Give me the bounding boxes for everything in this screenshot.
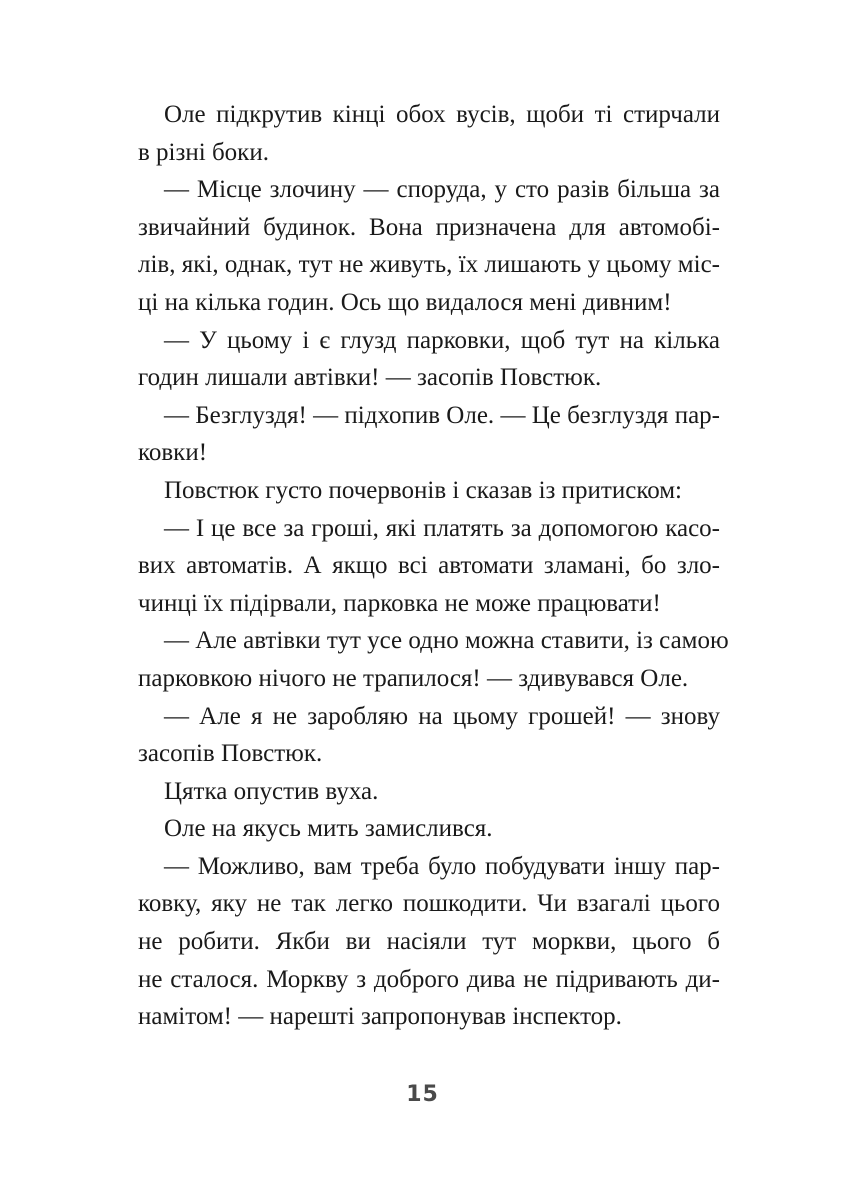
paragraph-8 xyxy=(112,698,720,773)
text-line: не робити. Якби ви насіяли тут моркви, цього б xyxy=(138,928,720,956)
paragraph-7 xyxy=(112,622,729,697)
paragraph-10 xyxy=(112,810,720,848)
text-line: Оле підкрутив кінці обох вусів, щоби ті стирчали xyxy=(164,101,720,128)
paragraph-9 xyxy=(112,773,720,811)
text-line: в різні боки. xyxy=(138,138,269,166)
paragraph-4 xyxy=(112,397,720,472)
text-line: — Місце злочину — споруда, у сто разів більша за xyxy=(164,176,720,204)
page-body xyxy=(112,96,729,1036)
text-line: засопів Повстюк. xyxy=(138,740,323,768)
text-line: звичайний будинок. Вона призначена для автомобі- xyxy=(138,213,720,241)
text-line: лів, які, однак, тут не живуть, їх лишають у цьому міс- xyxy=(138,251,720,279)
text-line: намітом! — нарешті запропонував інспектор. xyxy=(138,1003,622,1031)
text-line: парковкою нічого не трапилося! — здивувався Оле. xyxy=(138,664,689,692)
text-line: — Але автівки тут усе одно можна ставити, із самою xyxy=(164,627,729,655)
text-line: ковки! xyxy=(138,439,208,467)
paragraph-11 xyxy=(112,848,720,1036)
paragraph-2 xyxy=(112,171,720,321)
text-line: не сталося. Моркву з доброго дива не підривають ди- xyxy=(138,965,720,993)
text-line: чинці їх підірвали, парковка не може працювати! xyxy=(138,589,661,617)
paragraph-3 xyxy=(112,322,720,397)
text-line: — Але я не заробляю на цьому грошей! — знову xyxy=(164,702,720,730)
page-number: 15 xyxy=(406,1082,439,1107)
paragraph-5 xyxy=(112,472,720,510)
text-line: вих автоматів. А якщо всі автомати зламані, бо зло- xyxy=(138,552,720,580)
paragraph-6 xyxy=(112,510,720,623)
text-line: — У цьому і є глузд парковки, щоб тут на кілька xyxy=(164,326,720,354)
text-line: ковку, яку не так легко пошкодити. Чи взагалі цього xyxy=(138,890,720,918)
text-line: — Можливо, вам треба було побудувати іншу пар- xyxy=(164,852,720,880)
text-line: — Безглуздя! — підхопив Оле. — Це безглуздя пар- xyxy=(164,401,720,429)
text-line: годин лишали автівки! — засопів Повстюк. xyxy=(138,364,602,392)
text-line: ці на кілька годин. Ось що видалося мені дивним! xyxy=(138,288,672,316)
text-line: — І це все за гроші, які платять за допомогою касо- xyxy=(164,514,720,542)
paragraph-1 xyxy=(112,96,720,171)
text-line: Оле на якусь мить замислився. xyxy=(164,815,493,843)
text-line: Цятка опустив вуха. xyxy=(164,777,379,805)
text-line: Повстюк густо почервонів і сказав із притиском: xyxy=(164,476,682,504)
